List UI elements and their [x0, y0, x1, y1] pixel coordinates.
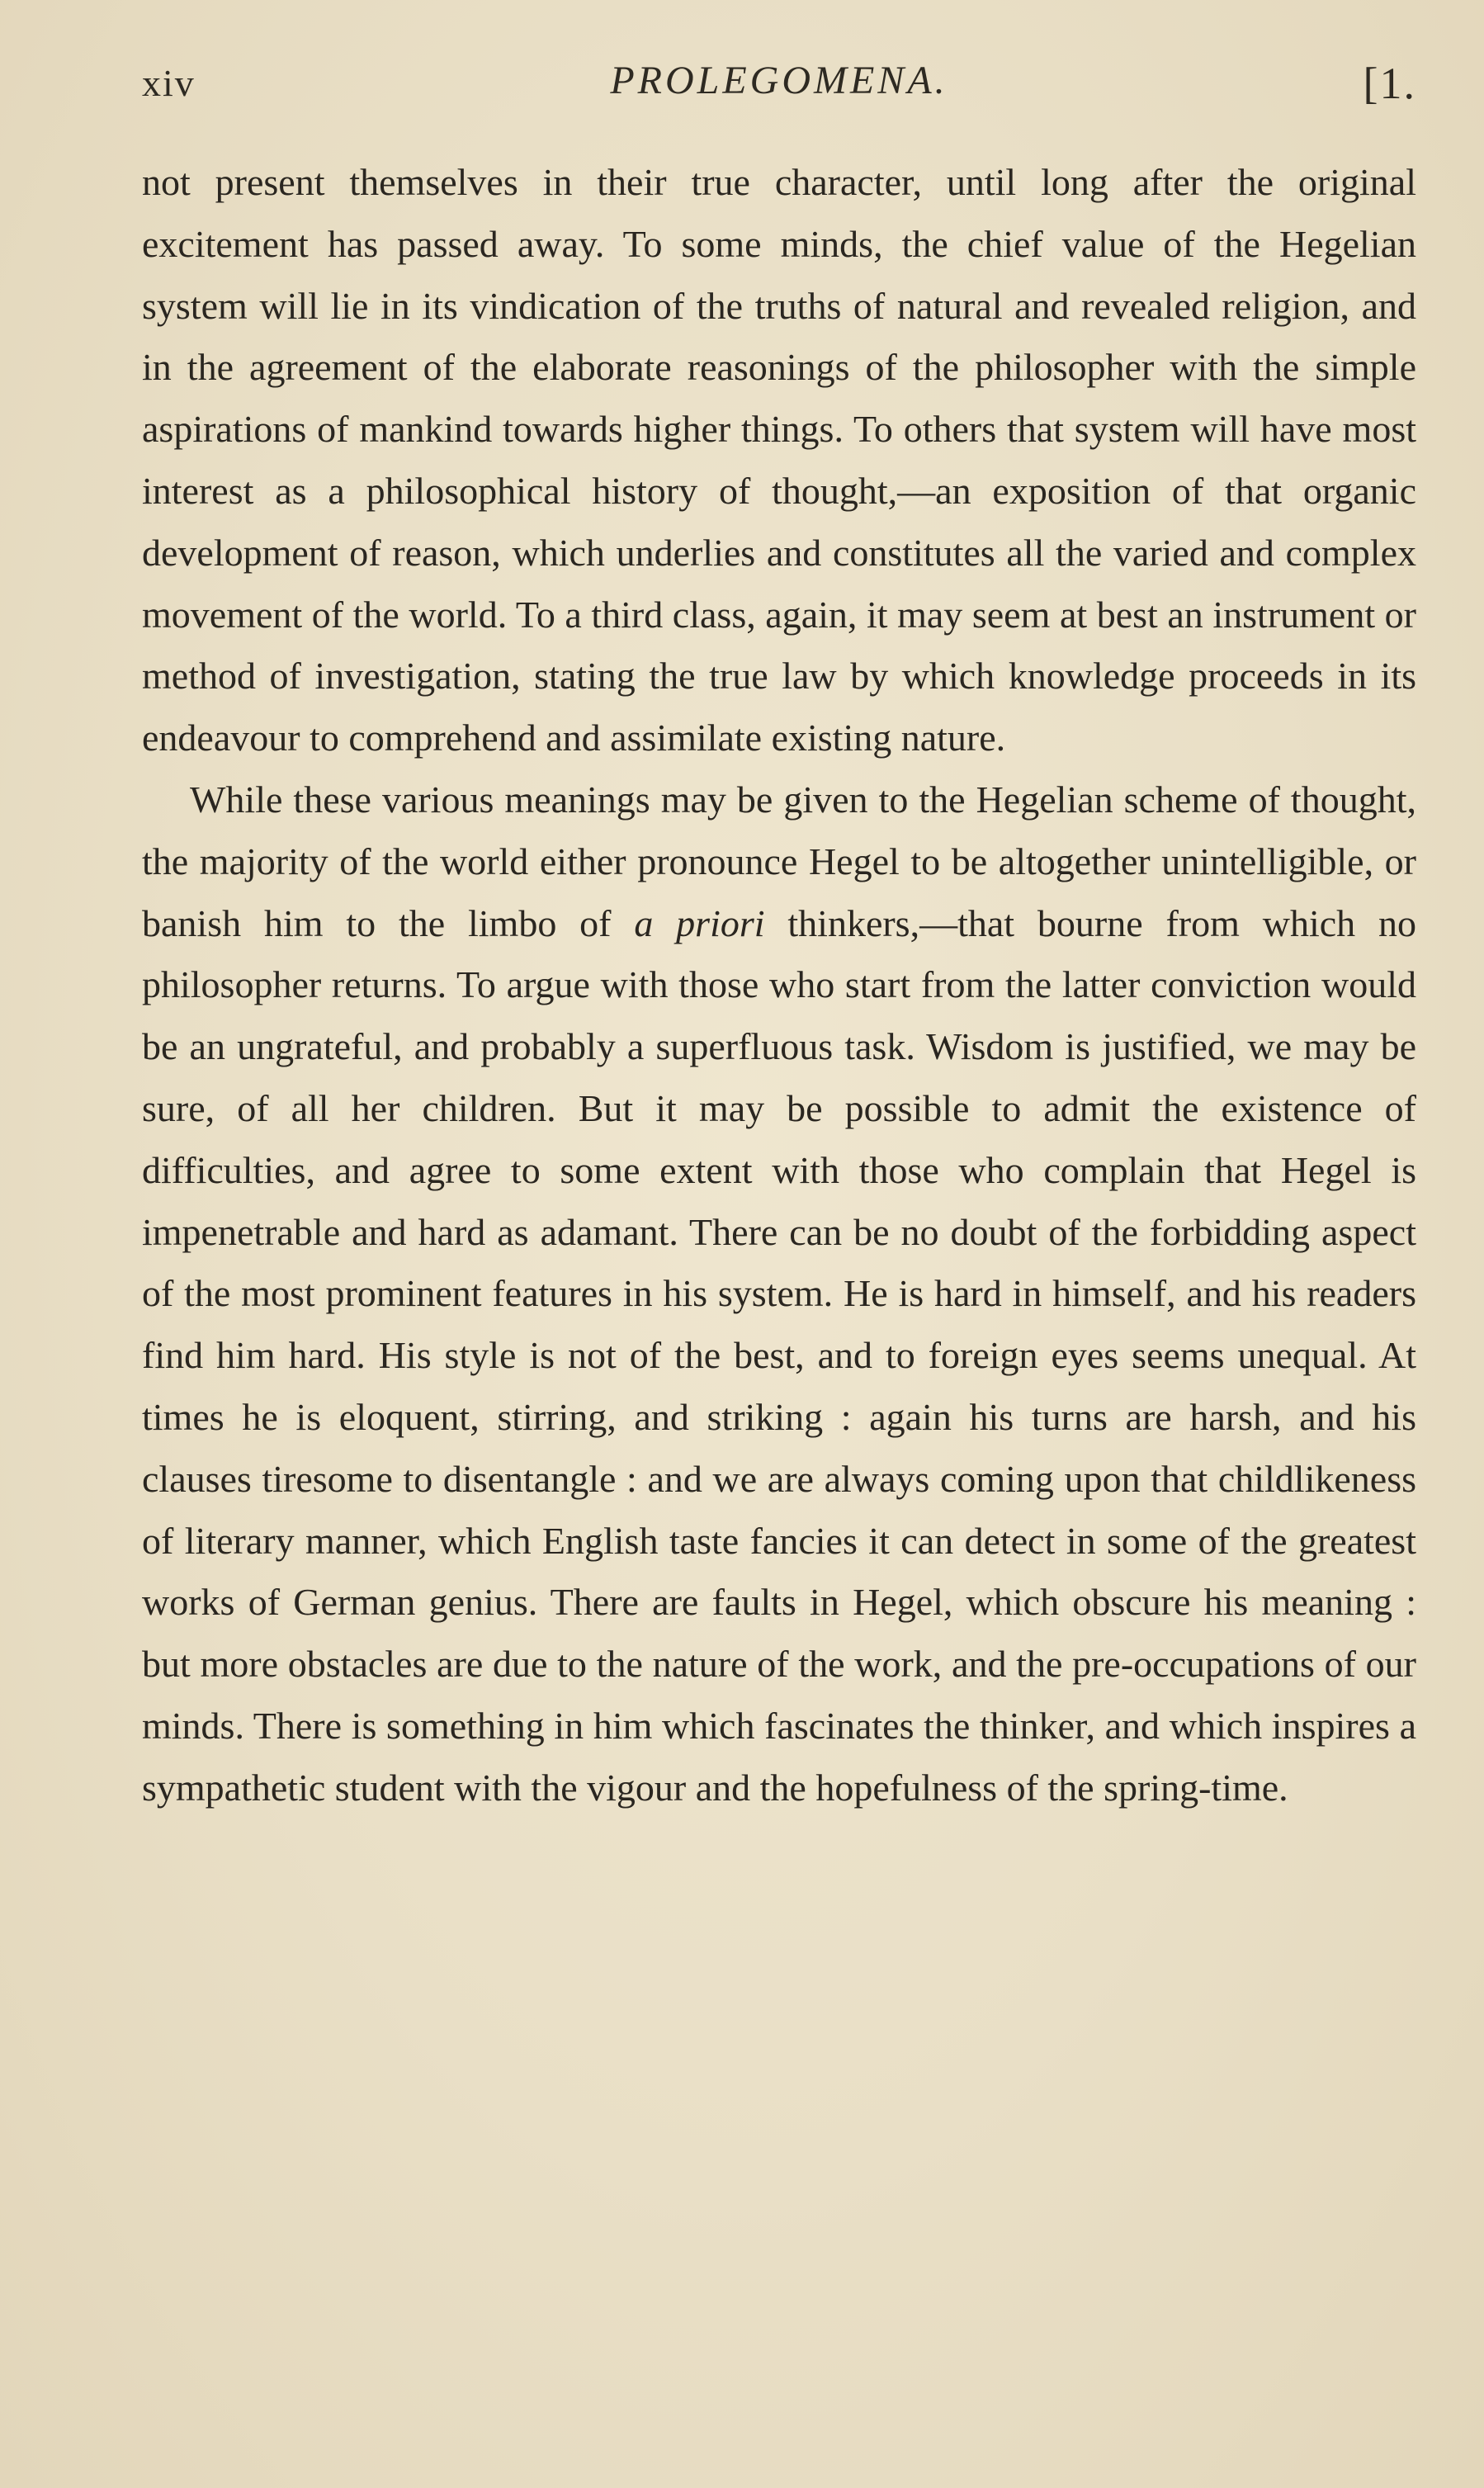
page-number: xiv — [142, 62, 196, 104]
paragraph-2-text-b: thinkers,—that bourne from which no philosopher returns. To argue with those who start from the latter conviction would be an ungrateful, and probably a superfluous task. Wisdom is justified, we may be sure, of all her children. But it may be possible to admit the existence of difficulties, and agree to some extent with those who complain that Hegel is impenetrable and hard as adamant. There can be no doubt of the forbidding aspect of the most prominent features in his system. He is hard in himself, and his readers find him hard. His style is not of the best, and to foreign eyes seems unequal. At times he is eloquent, stirring, and striking : again his turns are harsh, and his clauses tiresome to disentangle : and we are always coming upon that childlikeness of literary manner, which English taste fancies it can detect in some of the greatest works of German genius. There are faults in Hegel, which obscure his meaning : but more obstacles are due to the nature of the work, and the pre-occupations of our minds. There is something in him which fascinates the thinker, and which inspires a sympathetic student with the vigour and the hopefulness of the spring-time. — [142, 901, 1416, 1809]
paragraph-1: not present themselves in their true character, until long after the original excitement has passed away. To some minds, the chief value of the Hegelian system will lie in its vindication of the truths of natural and revealed religion, and in the agreement of the elaborate reasonings of the philosopher with the simple aspirations of mankind towards higher things. To others that system will have most interest as a philosophical history of thought,—an exposition of that organic development of reason, which underlies and constitutes all the varied and complex movement of the world. To a third class, again, it may seem at best an instrument or method of investigation, stating the true law by which knowledge proceeds in its endeavour to comprehend and assimilate existing nature. — [142, 161, 1416, 759]
paragraph-2-text-a: While these various meanings may be given to the Hegelian scheme of thought, the majority of the world either pronounce Hegel to be altogether unintelligible, or banish him to the limbo of — [142, 778, 1416, 944]
running-header — [142, 51, 1416, 125]
paragraph-2 — [142, 769, 1416, 1819]
running-title: PROLEGOMENA. — [610, 59, 948, 102]
italic-phrase: a priori — [634, 901, 765, 944]
body-text — [142, 152, 1416, 1819]
section-marker: [1. — [1363, 59, 1416, 108]
